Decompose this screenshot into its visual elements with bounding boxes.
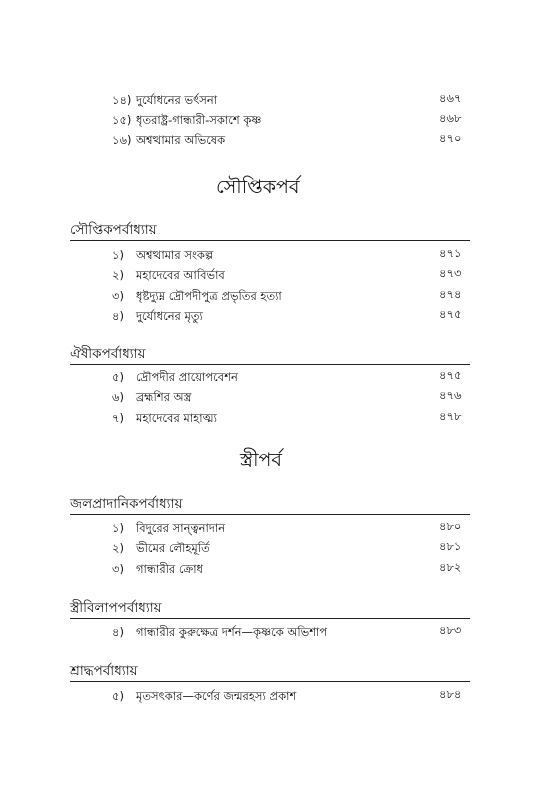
entry-title: গান্ধারীর ক্রোধ xyxy=(136,562,203,576)
entry-title: মৃতসৎকার—কর্ণের জন্মরহস্য প্রকাশ xyxy=(136,689,297,703)
entry-page: ৪৭৬ xyxy=(439,388,462,402)
entry-number: ৩) xyxy=(112,562,124,576)
entry-number: ৩) xyxy=(112,289,124,303)
entry-title: গান্ধারীর কুরুক্ষেত্র দর্শন—কৃষ্ণকে অভিশাপ xyxy=(136,625,328,639)
subsection-title: সৌপ্তিকপর্বাধ্যায় xyxy=(70,222,157,238)
entry-number: ১) xyxy=(112,248,124,262)
entry-page: ৪৭৫ xyxy=(439,368,462,382)
entry-number: ২) xyxy=(112,268,124,282)
subsection-title: জলপ্রাদানিকপর্বাধ্যায় xyxy=(70,496,183,512)
entry-page: ৪৮২ xyxy=(439,560,462,574)
entry-number: ১৪) xyxy=(112,93,132,107)
entry-page: ৪৭৪ xyxy=(439,287,462,301)
entry-page: ৪৬৮ xyxy=(439,111,462,125)
subsection-rule xyxy=(70,240,470,241)
entry-title: দুর্যোধনের মৃত্যু xyxy=(136,309,203,323)
entry-title: ভীমের লৌহমূর্তি xyxy=(136,541,210,555)
subsection-rule xyxy=(70,681,470,682)
section-title: সৌপ্তিকপর্ব xyxy=(216,176,300,198)
entry-title: অশ্বত্থামার সংকল্প xyxy=(136,248,214,262)
entry-page: ৪৭০ xyxy=(439,131,462,145)
entry-page: ৪৭৫ xyxy=(439,307,462,321)
entry-title: অশ্বত্থামার অভিষেক xyxy=(136,133,226,147)
entry-number: ৫) xyxy=(112,689,124,703)
subsection-rule xyxy=(70,364,470,365)
entry-number: ৪) xyxy=(112,625,124,639)
entry-number: ১৬) xyxy=(112,133,132,147)
section-title: স্ত্রীপর্ব xyxy=(240,449,282,471)
entry-number: ৫) xyxy=(112,370,124,384)
entry-title: মহাদেবের মাহাত্ম্য xyxy=(136,411,217,425)
entry-number: ২) xyxy=(112,541,124,555)
entry-title: মহাদেবের আবির্ভাব xyxy=(136,268,225,282)
entry-page: ৪৮৪ xyxy=(439,687,462,701)
entry-number: ৭) xyxy=(112,411,124,425)
subsection-title: স্ত্রীবিলাপপর্বাধ্যায় xyxy=(70,600,162,616)
entry-title: দ্রৌপদীর প্রায়োপবেশন xyxy=(136,370,238,384)
entry-number: ৬) xyxy=(112,390,124,404)
entry-title: বিদুরের সান্ত্বনাদান xyxy=(136,521,226,535)
entry-page: ৪৮৩ xyxy=(439,623,462,637)
entry-title: ধৃষ্টদ্যুম্ন দ্রৌপদীপুত্র প্রভৃতির হত্যা xyxy=(136,289,282,303)
entry-number: ৪) xyxy=(112,309,124,323)
entry-page: ৪৬৭ xyxy=(439,91,462,105)
entry-page: ৪৭৩ xyxy=(439,266,462,280)
entry-page: ৪৮১ xyxy=(439,539,462,553)
entry-page: ৪৮০ xyxy=(439,519,462,533)
subsection-rule xyxy=(70,618,470,619)
subsection-title: ঐষীকপর্বাধ্যায় xyxy=(70,346,146,362)
entry-number: ১) xyxy=(112,521,124,535)
entry-title: দুর্যোধনের ভর্ৎসনা xyxy=(136,93,218,107)
entry-title: ধৃতরাষ্ট্র-গান্ধারী-সকাশে কৃষ্ণ xyxy=(136,113,262,127)
entry-page: ৪৭৮ xyxy=(439,409,462,423)
subsection-rule xyxy=(70,514,470,515)
entry-title: ব্রহ্মশির অস্ত্র xyxy=(136,390,192,404)
entry-page: ৪৭১ xyxy=(439,246,462,260)
subsection-title: শ্রাদ্ধপর্বাধ্যায় xyxy=(70,663,138,679)
entry-number: ১৫) xyxy=(112,113,132,127)
